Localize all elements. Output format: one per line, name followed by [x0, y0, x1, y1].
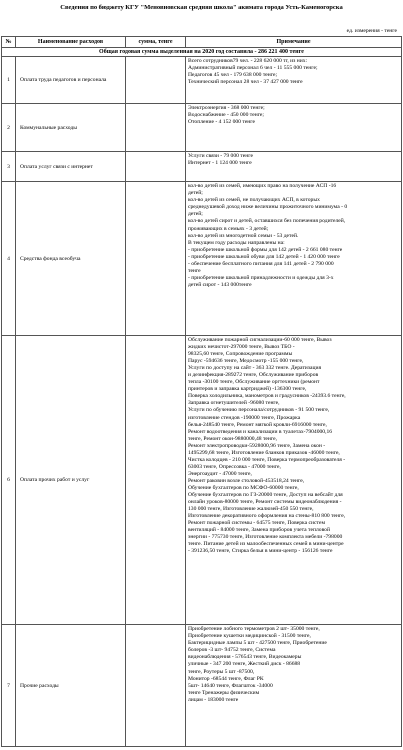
note-line: Технический персонал 28 чел - 37 427 000 тенге [188, 79, 303, 86]
row-number: 3 [2, 152, 16, 182]
note-line: Монитор -68544 тенге, Флаг РК [188, 675, 264, 682]
note-line: тепла -30100 тенге, Обслуживание оргтехники (ремонт [188, 379, 320, 386]
table-row [2, 182, 402, 336]
note-line: Поверка холодильника, манометров и градусников -24393.6 тенге, [188, 393, 346, 400]
note-line: тенге, Ремонт окон-9880000,48 тенге, [188, 435, 277, 442]
note-line: Услуги связи - 79 000 тенге [188, 153, 253, 159]
expense-sum [126, 182, 186, 336]
note-line: лицам - 183000 тенге [188, 696, 239, 703]
row-number: 6 [2, 336, 16, 625]
expense-name: Оплата прочих работ и услуг [16, 336, 126, 625]
note-line: кол-во детей сирот и детей, оставшихся без попечения родителей, [188, 218, 346, 225]
expense-name: Оплата труда педагогов и персонала [16, 57, 126, 104]
note-line: Чистка колодцев - 210 000 тенге, Поверка термопреобразователя - [188, 456, 346, 463]
header-name: Наименование расходов [16, 37, 126, 48]
note-line: Ремонт раковин возле столовой-453518,24 тенге, [188, 477, 305, 484]
note-line: тенге [188, 268, 201, 275]
table-row [2, 152, 402, 182]
note-line: кол-во детей из многодетной семьи - 53 детей. [188, 232, 299, 239]
expense-note [186, 625, 402, 747]
table-row [2, 625, 402, 747]
note-line: тенге Тренажеры физическим [188, 689, 260, 696]
total-line: Общая годовая сумма выделенная на 2020 год составила - 286 221 400 тенге [2, 48, 402, 57]
note-line: Приобретение кушетки медицинской - 31500 тенге, [188, 633, 311, 640]
note-line: Отопление - 4 152 000 тенге [188, 119, 256, 126]
note-line: кол-во детей из семей, не получающих АСП, в которых [188, 197, 320, 204]
note-line: 63003 тенге, Опрессовка - 47000 тенге, [188, 463, 281, 470]
note-line: Приобретение лобного термометров 2 шт- 35000 тенге, [188, 626, 320, 632]
expense-note [186, 104, 402, 152]
note-line: - 391236,50 тенге, Стирка белья в мини-центр - 156126 тенге [188, 548, 333, 555]
expense-name: Прочие расходы [16, 625, 126, 747]
expense-note [186, 152, 402, 182]
note-line: принтеров и заправка картриджей) -136300 тенге, [188, 386, 307, 393]
note-line: - приобретение школьной принадлежности и одежды для 3-х [188, 275, 334, 282]
row-number: 2 [2, 104, 16, 152]
note-line: энергии - 775730 тенге, Изготовление комплекта мебели -798000 [188, 534, 343, 541]
note-line: 130 000 тенге, Изготовление жалюзей-450 550 тенге, [188, 506, 314, 513]
table-header-row [2, 37, 402, 48]
note-line: Педагогов 45 чел - 179 638 000 тенге; [188, 72, 278, 79]
note-line: 98325,60 тенге, Сопровождение программы [188, 351, 293, 358]
note-line: - приобретение школьной формы для 142 детей - 2 661 080 тенге [188, 246, 343, 253]
table-row [2, 57, 402, 104]
note-line: видеонаблюдения - 576543 тенге, Видеокамеры [188, 654, 302, 661]
note-line: Изготовление декоративного оформления на стены-810 800 тенге, [188, 513, 346, 520]
note-line: Обучение бухгалтеров по ГЗ-20000 тенге, Доступ на вебсайт для [188, 492, 343, 499]
note-line: уличные - 347 200 тенге, Жесткий диск - 86688 [188, 661, 301, 668]
note-line: онлайн уроков-80000 тенге, Ремонт системы видеонаблюдения - [188, 499, 342, 506]
note-line: Бактерицидные лампы 5 шт - 427500 тенге, Приобретение [188, 640, 327, 647]
header-num: № [2, 37, 16, 48]
note-line: В текущем году расходы направлены на: [188, 239, 285, 246]
note-line: - обеспечение бесплатного питания для 141 детей - 2 790 000 [188, 261, 334, 268]
note-line: белья-248540 тенге, Ремонт мягкой кровли-6916000 тенге, [188, 421, 327, 428]
note-line: детей сирот - 143 000тенге [188, 282, 252, 289]
expense-note [186, 182, 402, 336]
expense-name: Средства фонда всеобуча [16, 182, 126, 336]
budget-table [1, 36, 402, 747]
note-line: Всего сотрудников79 чел. - 228 620 000 тг, из них: [188, 58, 308, 64]
row-number: 1 [2, 57, 16, 104]
note-line: Парус -594636 тенге, Медосмотр -155 000 тенге, [188, 358, 304, 365]
expense-sum [126, 336, 186, 625]
note-line: Административный персонал 6 чел - 11 555 000 тенге; [188, 65, 318, 72]
note-line: Ремонт пожарной системы - 64575 тенге, Поверка систем [188, 520, 325, 527]
table-row [2, 104, 402, 152]
note-line: проживающих в семьях - 3 детей; [188, 225, 269, 232]
note-line: Услуги по обучению персонала/сотрудников - 91 500 тенге, [188, 407, 330, 414]
note-line: детей; [188, 211, 203, 218]
expense-sum [126, 152, 186, 182]
note-line: среднедушевой доход ниже величины прожиточного минимума - 0 [188, 204, 348, 211]
note-line: 1495299,68 тенге, Изготовление бланков приказов -46000 тенге, [188, 449, 340, 456]
expense-sum [126, 104, 186, 152]
note-line: Ремонт водоотведения и канализации в туалетах-7904000,16 [188, 428, 333, 435]
expense-note [186, 336, 402, 625]
note-line: Услуги по доступу на сайт - 363 332 тенге. Дератизация [188, 365, 322, 372]
note-line: вентиляций - 84000 тенге, Замена приборов учета тепловой [188, 527, 330, 534]
note-line: жидких нечистот-297000 тенге, Вывоз ТБО - [188, 344, 295, 351]
header-sum: сумма, тенге [126, 37, 186, 48]
note-line: Энергоаудит - 47000 тенге, [188, 470, 252, 477]
note-line: тенге, Роутеры 5 шт -87500, [188, 668, 255, 675]
page-title: Сведения по бюджету КГУ "Меновновская средняя школа" акимата города Усть-Каменогорска [60, 4, 343, 11]
note-line: болеров -3 шт- 94752 тенге, Система [188, 647, 276, 654]
expense-name: Коммунальные расходы [16, 104, 126, 152]
note-line: Ремонт электропроводки-5928000,96 тенге, Замена окон - [188, 442, 326, 449]
row-number: 4 [2, 182, 16, 336]
note-line: Обучение бухгалтеров по МСФО-60000 тенге, [188, 484, 299, 491]
header-note: Примечание [186, 37, 402, 48]
note-line: Обслуживание пожарной сигнализации-60 000 тенге, Вывоз [188, 337, 332, 343]
note-line: Интернет - 1 124 000 тенге [188, 160, 252, 167]
note-line: Заправка огнетушителей -96080 тенге, [188, 400, 280, 407]
expense-sum [126, 57, 186, 104]
expense-name: Оплата услуг связи с интернет [16, 152, 126, 182]
note-line: детей; [188, 190, 203, 197]
note-line: - приобретение школьной обуви для 142 детей - 1 420 000 тенге [188, 253, 340, 260]
note-line: кол-во детей из семей, имеющих право на получение АСП -16 [188, 183, 337, 189]
note-line: изготовление стендов -190000 тенге, Прожарка [188, 414, 301, 421]
note-line: Водоснабжение - 450 000 тенге; [188, 112, 264, 119]
note-line: Электроэнергия - 368 000 тенге; [188, 105, 265, 111]
total-row [2, 48, 402, 57]
expense-sum [126, 625, 186, 747]
row-number: 7 [2, 625, 16, 747]
note-line: тенге. Питание детей из малообеспеченных семей в мини-центре [188, 541, 344, 548]
units-label: ед. измерения - тенге [346, 28, 397, 34]
note-line: и дезинфекция-289272 тенге, Обслуживание приборов [188, 372, 319, 379]
expense-note [186, 57, 402, 104]
note-line: 5шт- 14640 тенге, Флагшток -34000 [188, 682, 273, 689]
table-row [2, 336, 402, 625]
